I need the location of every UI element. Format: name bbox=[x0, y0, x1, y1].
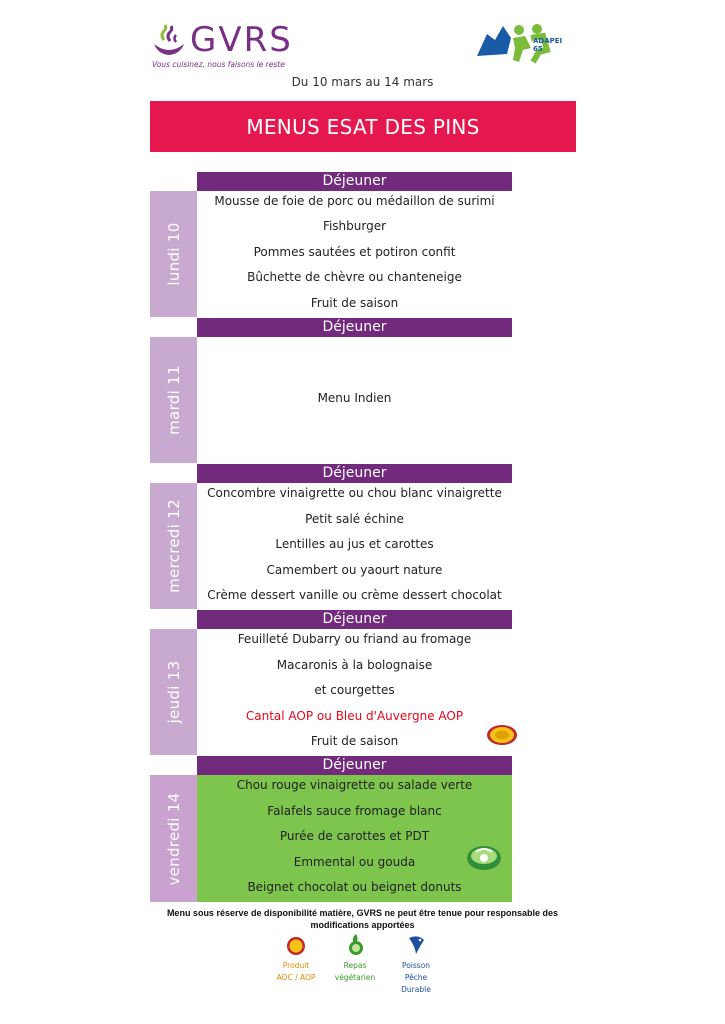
day-tab-vendredi bbox=[150, 775, 197, 902]
legend-label bbox=[386, 960, 446, 996]
partner-logo-text: ADAPEI 65 bbox=[533, 37, 563, 53]
day-label: vendredi 14 bbox=[164, 791, 183, 886]
legend-line: Produit bbox=[282, 961, 310, 970]
legend-line: Repas bbox=[343, 961, 367, 970]
vegetarian-globe-icon bbox=[464, 842, 504, 872]
legend-aoc bbox=[266, 936, 326, 984]
adapei-logo bbox=[473, 20, 568, 68]
meal-header: Déjeuner bbox=[197, 610, 512, 629]
meal-header: Déjeuner bbox=[197, 756, 512, 775]
meal-header: Déjeuner bbox=[197, 464, 512, 483]
day-tab-mercredi bbox=[150, 483, 197, 609]
menu-item-aop: Cantal AOP ou Bleu d'Auvergne AOP bbox=[245, 709, 464, 723]
menu-item: Falafels sauce fromage blanc bbox=[267, 804, 442, 818]
menu-item: Concombre vinaigrette ou chou blanc vinaigrette bbox=[207, 486, 502, 500]
menu-item: Lentilles au jus et carottes bbox=[275, 537, 434, 551]
legend-label bbox=[266, 960, 326, 984]
meal-header: Déjeuner bbox=[197, 318, 512, 337]
legend-line: Pêche bbox=[404, 973, 428, 982]
legend-line: végétarien bbox=[334, 973, 376, 982]
menu-item: Emmental ou gouda bbox=[293, 855, 416, 869]
meal-header: Déjeuner bbox=[197, 172, 512, 191]
day-tab-mardi bbox=[150, 337, 197, 463]
disclaimer-line-1: Menu sous réserve de disponibilité matière, GVRS ne peut être tenue pour responsable des bbox=[166, 908, 559, 918]
menu-item: Fruit de saison bbox=[310, 296, 399, 310]
vegetarian-globe-icon bbox=[345, 932, 367, 956]
title-banner bbox=[150, 101, 576, 152]
menu-item: Menu Indien bbox=[317, 391, 392, 405]
logo-name: GVRS bbox=[190, 20, 293, 60]
menu-item: Pommes sautées et potiron confit bbox=[253, 245, 456, 259]
menu-item: Camembert ou yaourt nature bbox=[266, 563, 443, 577]
menu-item: Petit salé échine bbox=[305, 512, 404, 526]
day-label: lundi 10 bbox=[164, 222, 183, 286]
menu-item: Crème dessert vanille ou crème dessert chocolat bbox=[207, 588, 502, 602]
steam-bowl-icon bbox=[152, 24, 186, 56]
legend-line: Poisson bbox=[401, 961, 431, 970]
menu-item: et courgettes bbox=[314, 683, 395, 697]
logo-tagline: Vous cuisinez, nous faisons le reste bbox=[152, 60, 285, 69]
menu-item: Purée de carottes et PDT bbox=[279, 829, 430, 843]
menu-item: Fruit de saison bbox=[310, 734, 399, 748]
day-label: jeudi 13 bbox=[164, 660, 183, 724]
date-range: Du 10 mars au 14 mars bbox=[291, 75, 434, 89]
menu-item: Beignet chocolat ou beignet donuts bbox=[247, 880, 462, 894]
menu-item: Fishburger bbox=[322, 219, 387, 233]
day-label: mercredi 12 bbox=[164, 499, 183, 593]
legend-vegetarian bbox=[325, 932, 385, 984]
legend-fish bbox=[386, 932, 446, 996]
legend-line: Durable bbox=[401, 985, 431, 994]
legend-label bbox=[325, 960, 385, 984]
legend-line: AOC / AOP bbox=[276, 973, 316, 982]
disclaimer bbox=[140, 907, 585, 931]
menu-item: Feuilleté Dubarry ou friand au fromage bbox=[237, 632, 472, 646]
day-tab-jeudi bbox=[150, 629, 197, 755]
disclaimer-line-2: modifications apportées bbox=[310, 920, 415, 930]
sustainable-fish-icon bbox=[406, 932, 428, 956]
aoc-aop-seal-icon bbox=[286, 936, 306, 956]
day-tab-lundi bbox=[150, 191, 197, 317]
menu-item: Macaronis à la bolognaise bbox=[276, 658, 433, 672]
menu-item: Bûchette de chèvre ou chanteneige bbox=[247, 270, 462, 284]
gvrs-logo bbox=[152, 22, 327, 72]
menu-item: Mousse de foie de porc ou médaillon de surimi bbox=[214, 194, 495, 208]
aoc-aop-seal-icon bbox=[486, 724, 518, 746]
day-label: mardi 11 bbox=[164, 365, 183, 435]
page-title: MENUS ESAT DES PINS bbox=[246, 114, 480, 139]
menu-item: Chou rouge vinaigrette ou salade verte bbox=[236, 778, 473, 792]
